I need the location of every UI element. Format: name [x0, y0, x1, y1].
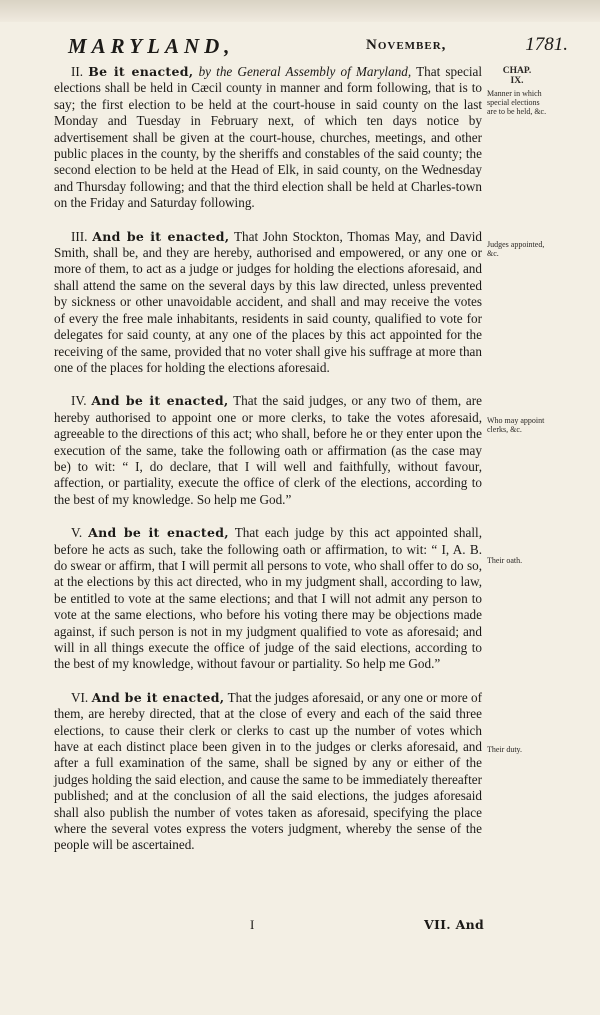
section-lead: And be it enacted, [88, 525, 229, 541]
section-text: That the said judges, or any two of them, are hereby authorised to appoint one or more clerks, to take the votes aforesaid, agreeable to the directions of this act; who shall, before he or they enter upon the execution of the same, take the following oath or affirmation (as the case may be) to wit: “ I, do declare, that I will well and faithfully, without favour, affection, or partiality, execute the office of clerk of the elections, according to the best of my knowledge. So help me God.” [54, 393, 483, 507]
header-title: MARYLAND, [68, 34, 235, 58]
section-5 [54, 525, 482, 673]
signature-mark: I [250, 917, 255, 932]
margin-chapter [487, 66, 547, 86]
section-lead: And be it enacted, [91, 689, 225, 705]
act-body [54, 64, 482, 871]
section-text: That special elections shall be held in Cæcil county in manner and form following, that is to say; the first election to be held at the court-house in said county on the last Monday and Tuesday in February next, of which ten days notice by advertisement shall be given at the court-house, churches, meetings, and other public places in the county, by the sheriffs and constables of the said county; the second election to be held at the Head of Elk, in said county, on the Wednesday and Thursday following; and that the third election shall be held at Charles-town on the Friday and Saturday following. [54, 64, 483, 211]
section-number: VI. [71, 689, 89, 705]
page-footer [54, 917, 482, 937]
section-lead: Be it enacted, [88, 64, 194, 79]
section-6 [54, 690, 482, 854]
section-text: That the judges aforesaid, or any one or more of them, are hereby directed, that at the close of every and each of the said three elections, to cause their clerk or clerks to cast up the number of votes which have at each distinct place been given in to the judges or clerks aforesaid, and after a full examination of the same, shall be signed by any or either of the judges holding the said election, and cause the same to be immediately thereafter published; and at the conclusion of all the said elections, the judges aforesaid shall also publish the number of votes taken as aforesaid, specifying the place where the several votes express the voters judgment, whereby the sense of the people will be ascertained. [54, 689, 483, 853]
section-text: That each judge by this act appointed shall, before he acts as such, take the following oath or affirmation, to wit: “ I, A. B. do swear or affirm, that I will permit all persons to vote, who shall offer to do so, at the elections by this act directed, who in my judgment shall, according to law, be entitled to vote at the same elections; and that I will not admit any person to vote at the same elections, who before his voting there may be objections made against, if such person is not in my judgment qualified to vote as aforesaid; and will in all things execute the office of judge of the said elections, according to the best of my knowledge, without favour or partiality. So help me God.” [54, 525, 482, 672]
margin-note-judges: Judges appointed, &c. [487, 240, 545, 258]
margin-note-duty: Their duty. [487, 745, 523, 754]
header-month: November, [366, 37, 447, 53]
section-lead: And be it enacted, [92, 228, 230, 244]
section-2 [54, 64, 482, 212]
section-number: V. [71, 525, 83, 541]
margin-note-clerks: Who may appoint clerks, &c. [487, 416, 545, 434]
margin-note-special-elections: Manner in which special elections are to be held, &c. [487, 89, 547, 116]
margin-note-oath: Their oath. [487, 556, 523, 565]
section-lead: And be it enacted, [91, 393, 229, 409]
section-enacting-clause: by the General Assembly of Maryland, [198, 64, 412, 79]
section-number: III. [71, 228, 88, 244]
section-number: II. [71, 64, 84, 79]
header-year: 1781. [525, 34, 568, 55]
margin-chap-number: IX. [510, 76, 524, 86]
section-4 [54, 393, 482, 508]
section-number: IV. [71, 393, 87, 409]
catchword: VII. And [423, 917, 484, 932]
section-3 [54, 229, 482, 377]
page-top-edge [0, 0, 600, 22]
section-text: That John Stockton, Thomas May, and David Smith, shall be, and they are hereby, authorised and empowered, or any one or more of them, to act as a judge or judges for holding the elections aforesaid, and shall attend the same on the several days by this law directed, unless prevented by sickness or other unavoidable accident, and shall and may receive the votes of every the free male inhabitants, residents in said county, qualified to vote for delegates for said county, at any one of the places by this act appointed for the receiving of the same, provided that no voter shall give his suffrage at more than one of the places for holding the elections aforesaid. [54, 228, 482, 375]
running-header [60, 34, 568, 66]
margin-chap-label: CHAP. [502, 66, 532, 76]
